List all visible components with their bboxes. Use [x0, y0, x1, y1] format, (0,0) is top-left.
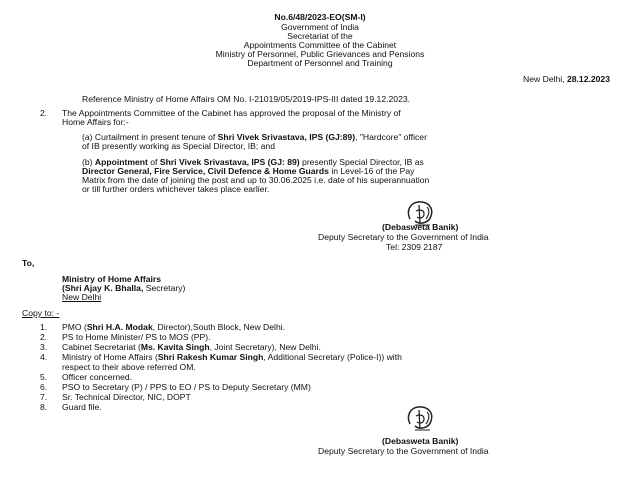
to-person-title: Secretary) [143, 283, 186, 293]
to-city: New Delhi [62, 292, 102, 302]
copy-item-text: respect to their above referred OM. [62, 362, 196, 372]
header-line-1: Government of India [281, 22, 359, 32]
para2-line-2: Home Affairs for:- [62, 117, 129, 127]
to-organisation: Ministry of Home Affairs [62, 274, 161, 284]
item-a-text: (a) Curtailment in present tenure of [82, 132, 218, 142]
signature-2 [400, 402, 444, 436]
copy-item-number: 2. [40, 332, 48, 342]
to-label: To, [22, 258, 35, 268]
item-b-text: of [147, 157, 160, 167]
signatory-designation-2: Deputy Secretary to the Government of India [318, 446, 489, 456]
copy-item-text: Cabinet Secretariat ( [62, 342, 141, 352]
date-place: New Delhi, [523, 74, 567, 84]
copy-item [40, 392, 630, 402]
item-b-text-3: in Level-16 of the Pay [328, 166, 415, 176]
copy-item-name: Shri Rakesh Kumar Singh [157, 352, 264, 362]
copy-item-number: 8. [40, 402, 48, 412]
item-a-line-2: of IB presently working as Special Director, IB; and [82, 141, 275, 151]
header-line-5: Department of Personnel and Training [247, 58, 393, 68]
item-b-line-4: or till further orders whichever takes place earlier. [82, 184, 270, 194]
header-line-3: Appointments Committee of the Cabinet [243, 40, 397, 50]
para2-line-1: The Appointments Committee of the Cabinet has approved the proposal of the Ministry of [62, 108, 401, 118]
item-b-label: (b) [82, 157, 95, 167]
order-number: No.6/48/2023-EO(SM-I) [274, 12, 366, 22]
copy-item [40, 352, 630, 362]
copy-item [40, 382, 630, 392]
copy-item-text: Officer concerned. [62, 372, 133, 382]
item-b-text-2: presently Special Director, IB as [299, 157, 424, 167]
copy-item [40, 322, 630, 332]
copy-item [40, 332, 630, 342]
copy-to-label: Copy to: - [22, 308, 60, 318]
copy-item-text-2: , Joint Secretary), New Delhi. [209, 342, 321, 352]
appointment-word: Appointment [94, 157, 148, 167]
copy-item-number: 1. [40, 322, 48, 332]
copy-item-number: 4. [40, 352, 48, 362]
item-b-line-3: Matrix from the date of joining the post and up to 30.06.2025 i.e. date of his superannuation [82, 175, 430, 185]
copy-item-continuation [40, 362, 630, 372]
copy-item-name: Ms. Kavita Singh [140, 342, 210, 352]
copy-item-text: Sr. Technical Director, NIC, DOPT [62, 392, 191, 402]
signatory-name-1: (Debasweta Banik) [382, 222, 459, 232]
copy-item-text-2: , Director),South Block, New Delhi. [152, 322, 286, 332]
officer-name: Shri Vivek Srivastava, IPS (GJ: 89) [159, 157, 300, 167]
new-post: Director General, Fire Service, Civil Defence & Home Guards [82, 166, 329, 176]
copy-item-name: Shri H.A. Modak [86, 322, 153, 332]
reference-line: Reference Ministry of Home Affairs OM No. I-21019/05/2019-IPS-III dated 19.12.2023. [82, 94, 411, 104]
para2-number: 2. [40, 108, 48, 118]
copy-item-number: 6. [40, 382, 48, 392]
header-line-4: Ministry of Personnel, Public Grievances and Pensions [215, 49, 425, 59]
copy-item-text: Guard file. [62, 402, 102, 412]
copy-item-number: 7. [40, 392, 48, 402]
officer-name: Shri Vivek Srivastava, IPS (GJ:89) [217, 132, 356, 142]
copy-item [40, 342, 630, 352]
copy-item-text: Ministry of Home Affairs ( [62, 352, 158, 362]
date-value: 28.12.2023 [566, 74, 610, 84]
header-line-2: Secretariat of the [287, 31, 353, 41]
signatory-telephone: Tel: 2309 2187 [386, 242, 443, 252]
copy-to-list [40, 322, 630, 412]
copy-item-number: 5. [40, 372, 48, 382]
signatory-designation-1: Deputy Secretary to the Government of India [318, 232, 489, 242]
to-person: (Shri Ajay K. Bhalla, [62, 283, 144, 293]
copy-item-text-2: , Additional Secretary (Police-I)) with [263, 352, 402, 362]
signatory-name-2: (Debasweta Banik) [382, 436, 459, 446]
copy-item [40, 372, 630, 382]
copy-item-number: 3. [40, 342, 48, 352]
copy-item [40, 402, 630, 412]
copy-item-text: PSO to Secretary (P) / PPS to EO / PS to Deputy Secretary (MM) [62, 382, 311, 392]
date-line [523, 74, 610, 84]
item-a-text-2: , "Hardcore" officer [355, 132, 427, 142]
copy-item-text: PS to Home Minister/ PS to MOS (PP). [62, 332, 211, 342]
copy-item-text: PMO ( [62, 322, 87, 332]
